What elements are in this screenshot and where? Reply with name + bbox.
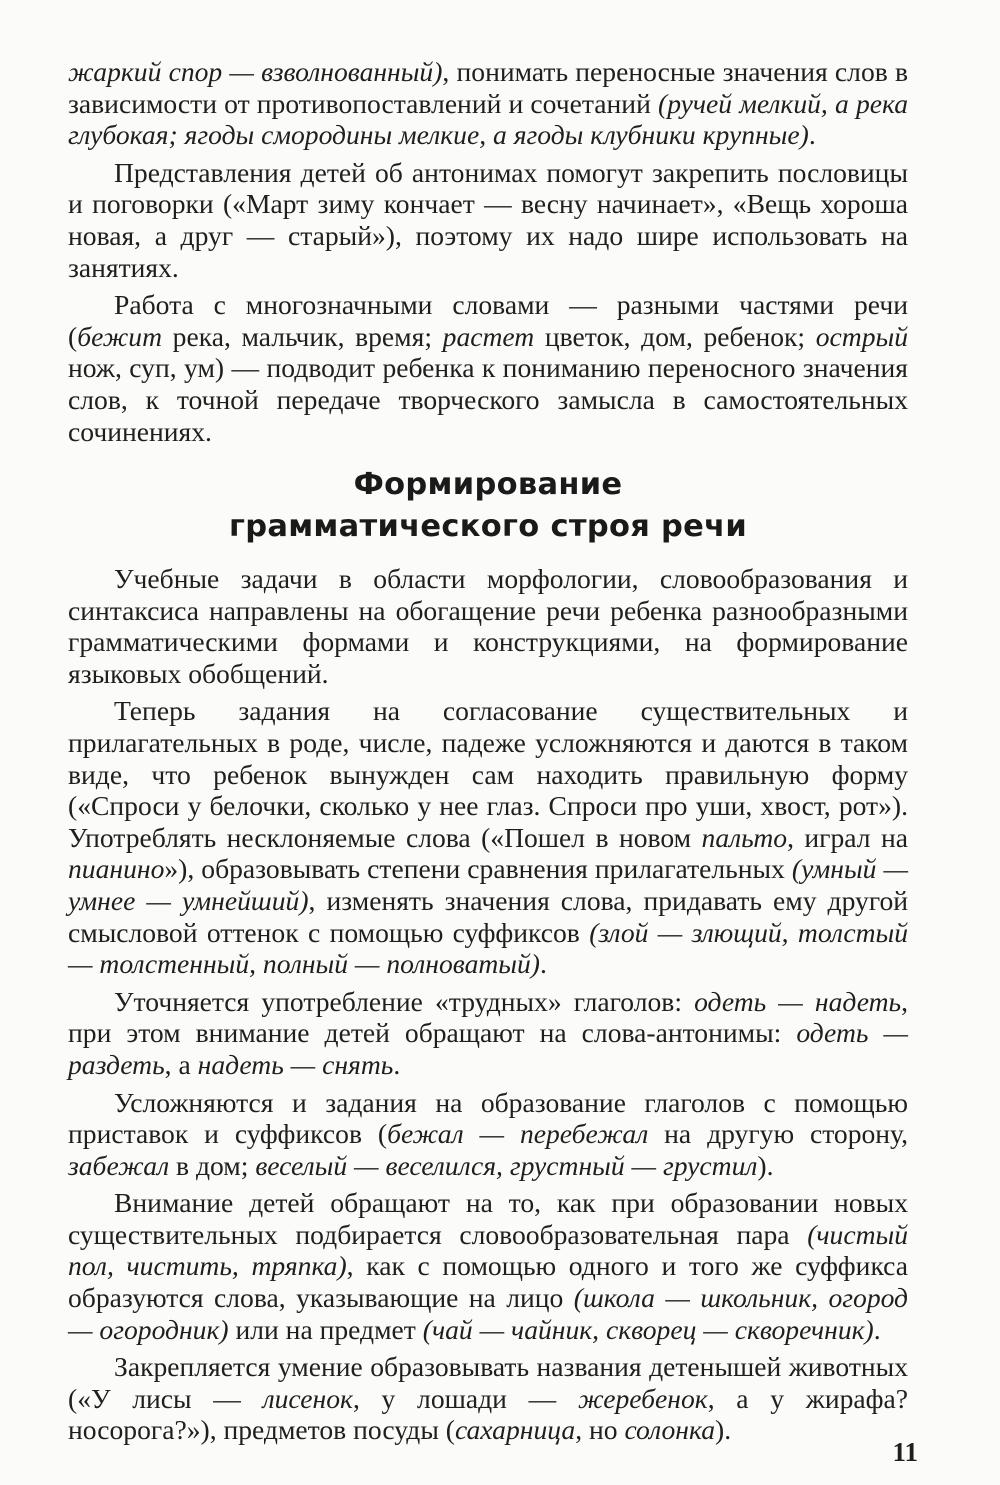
- paragraph: Представления детей об антонимах помогут закрепить пословицы и поговорки («Март зиму кончает — весну начинает», «Вещь хороша новая, а друг — старый»), поэтому их надо шире использовать на занятиях.: [68, 156, 908, 283]
- paragraph: Закрепляется умение образовывать названия детенышей животных («У лисы — лисенок, у лошади — жеребенок, а у жирафа? носорога?»), предметов посуды (сахарница, но солонка).: [68, 1351, 909, 1446]
- paragraph: Уточняется употребление «трудных» глаголов: одеть — надеть, при этом внимание детей обращают на слова-антонимы: одеть — раздеть, а надеть — снять.: [68, 985, 908, 1080]
- paragraph: Внимание детей обращают на то, как при образовании новых существительных подбирается словообразовательная пара (чистый пол, чистить, тряпка), как с помощью одного и того же суффикса образуются слова, указывающие на лицо (школа — школьник, огород — огородник) или на предмет (чай — чайник, скворец — скворечник).: [68, 1187, 909, 1345]
- paragraph: Учебные задачи в области морфологии, словообразования и синтаксиса направлены на обогащение речи ребенка разнообразными грамматическими формами и конструкциями, на формирование языковых обобщений.: [68, 563, 908, 689]
- paragraph: жаркий спор — взволнованный), понимать переносные значения слов в зависимости от противопоставлений и сочетаний (ручей мелкий, а река глубокая; ягоды смородины мелкие, а ягоды клубники крупные).: [68, 56, 909, 151]
- heading-line-2: грамматического строя речи: [228, 509, 748, 544]
- heading-line-1: Формирование: [353, 467, 623, 502]
- paragraph: Работа с многозначными словами — разными частями речи (бежит река, мальчик, время; растет цветок, дом, ребенок; острый нож, суп, ум) — подводит ребенка к пониманию переносного значения слов, к точной передаче творческого замысла в самостоятельных сочинениях.: [68, 289, 908, 447]
- page-number: 11: [892, 1437, 918, 1467]
- top-text-block: [68, 56, 908, 447]
- paragraph: Усложняются и задания на образование глаголов с помощью приставок и суффиксов (бежал — перебежал на другую сторону, забежал в дом; веселый — веселился, грустный — грустил).: [68, 1086, 908, 1181]
- section-text-block: [68, 563, 908, 1446]
- paragraph: Теперь задания на согласование существительных и прилагательных в роде, числе, падеже усложняются и даются в таком виде, что ребенок вынужден сам находить правильную форму («Спроси у белочки, сколько у нее глаз. Спроси про уши, хвост, рот»). Употреблять несклоняемые слова («Пошел в новом пальто, играл на пианино»), образовывать степени сравнения прилагательных (умный — умнее — умнейший), изменять значения слова, придавать ему другой смысловой оттенок с помощью суффиксов (злой — злющий, толстый — толстенный, полный — полноватый).: [68, 695, 909, 980]
- section-heading: [68, 464, 908, 548]
